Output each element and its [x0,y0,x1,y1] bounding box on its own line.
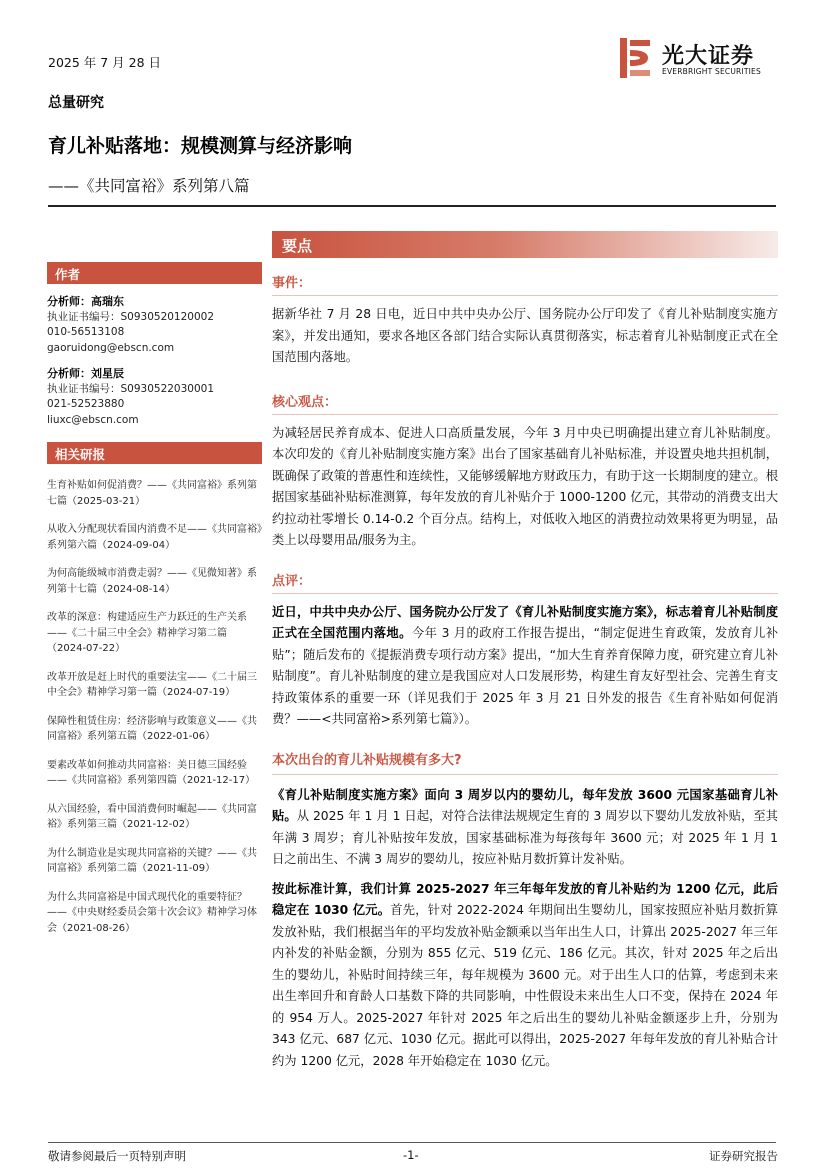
estimate-bold-lead: 按此标准计算，我们计算 2025-2027 年三年每年发放的育儿补贴约为 1200 亿元，此后稳定在 1030 亿元。 [272,881,778,917]
related-reports-header: 相关研报 [47,442,262,464]
footer-report-type: 证券研究报告 [709,1149,778,1163]
report-subtitle: ——《共同富裕》系列第八篇 [48,177,250,195]
analyst-block [47,294,262,356]
analyst-phone: 021-52523880 [47,398,125,410]
logo-english-name: EVERBRIGHT SECURITIES [662,67,761,76]
event-paragraph: 据新华社 7 月 28 日电，近日中共中央办公厅、国务院办公厅印发了《育儿补贴制度实施方案》，并发出通知，要求各地区各部门结合实际认真贯彻落实，标志着育儿补贴制度正式在全国范围内落地。 [272,307,778,364]
analyst-block [47,366,262,428]
comment-bold-lead: 近日，中共中央办公厅、国务院办公厅发了《育儿补贴制度实施方案》，标志着育儿补贴制度正式在全国范围内落地。 [272,604,778,640]
core-view-label: 核心观点： [272,394,338,410]
section-divider [272,414,778,415]
report-title: 育儿补贴落地：规模测算与经济影响 [48,135,353,157]
policy-paragraph [272,785,778,871]
section-divider [272,593,778,594]
policy-bold-lead: 《育儿补贴制度实施方案》面向 3 周岁以内的婴幼儿，每年发放 3600 元国家基础育儿补贴。 [272,787,778,823]
estimate-paragraph [272,879,778,1073]
analyst-cert: 执业证书编号：S0930522030001 [47,382,215,395]
related-report-item[interactable]: 从六国经验，看中国消费何时崛起——《共同富裕》系列第三篇（2021-12-02） [47,803,257,830]
related-report-item[interactable]: 要素改革如何推动共同富裕：美日德三国经验——《共同富裕》系列第四篇（2021-12-17） [47,759,256,786]
report-category: 总量研究 [48,95,104,111]
comment-label: 点评： [272,573,312,589]
related-report-item[interactable]: 生育补贴如何促消费？——《共同富裕》系列第七篇（2025-03-21） [47,480,257,507]
related-report-item[interactable]: 保障性租赁住房：经济影响与政策意义——《共同富裕》系列第五篇（2022-01-06） [47,715,257,742]
main-content [272,231,778,1072]
related-report-item[interactable]: 从收入分配现状看国内消费不足——《共同富裕》系列第六篇（2024-09-04） [47,524,262,551]
related-report-item[interactable]: 改革的深意：构建适应生产力跃迁的生产关系——《二十届三中全会》精神学习第二篇（2024-07-22） [47,612,247,654]
policy-body: 从 2025 年 1 月 1 日起，对符合法律法规规定生育的 3 周岁以下婴幼儿发放补贴，至其年满 3 周岁；育儿补贴按年发放，国家基础标准为每孩每年 3600 元；对 2025 年 1 月 1 日之前出生、不满 3 周岁的婴幼儿，按应补贴月数折算计发补贴。 [272,809,778,866]
footer-disclaimer: 敬请参阅最后一页特别声明 [48,1149,186,1163]
authors-header: 作者 [47,262,262,284]
related-reports-list [47,478,262,936]
analyst-phone: 010-56513108 [47,326,125,338]
analyst-cert: 执业证书编号：S0930520120002 [47,310,215,323]
event-label: 事件： [272,276,312,291]
key-points-banner: 要点 [272,231,778,258]
analyst-name: 分析师：刘星辰 [47,367,124,380]
sidebar [47,262,262,949]
estimate-body: 首先，针对 2022-2024 年期间出生婴幼儿，国家按照应补贴月数折算发放补贴，我们根据当年的平均发放补贴金额乘以当年出生人口，计算出 2025-2027 年三年内补发的补贴金额，分别为 855 亿元、519 亿元、186 亿元。其次，针对 2025 年之后出生的婴幼儿，补贴时间持续三年，每年规模为 3600 元。对于出生人口的估算，考虑到未来出生率回升和育龄人口基数下降的共同影响，中性假设未来出生人口不变，保持在 2024 年的 954 万人。2025-2027 年针对 2025 年之后出生的婴幼儿补贴金额逐步上升，分别为 343 亿元、687 亿元、1030 亿元。据此可以得出，2025-2027 年每年发放的育儿补贴合计约为 1200 亿元，2028 年开始稳定在 1030 亿元。 [272,903,778,1068]
report-date: 2025 年 7 月 28 日 [48,55,162,70]
footer-divider [48,1142,776,1143]
section-question-heading: 本次出台的育儿补贴规模有多大? [272,752,462,768]
analyst-email[interactable]: gaoruidong@ebscn.com [47,341,175,354]
everbright-logo [618,38,778,78]
core-view-paragraph: 为减轻居民养育成本、促进人口高质量发展，今年 3 月中央已明确提出建立育儿补贴制度。本次印发的《育儿补贴制度实施方案》出台了国家基础育儿补贴标准，并设置央地共担机制，既确保了政策的普惠性和连续性，又能够缓解地方财政压力，有助于这一长期制度的建立。根据国家基础补贴标准测算，每年发放的育儿补贴介于 1000-1200 亿元，其带动的消费支出大约拉动社零增长 0.14-0.2 个百分点。结构上，对低收入地区的消费拉动效果将更为明显，品类上以母婴用品/服务为主。 [272,425,778,547]
related-report-item[interactable]: 为什么共同富裕是中国式现代化的重要特征？——《中央财经委员会第十次会议》精神学习体会（2021-08-26） [47,891,257,934]
comment-paragraph [272,602,778,731]
section-divider [272,774,778,775]
page-number: -1- [403,1148,419,1162]
related-report-item[interactable]: 为何高能级城市消费走弱？——《见微知著》系列第十七篇（2024-08-14） [47,568,257,595]
comment-body: 今年 3 月的政府工作报告提出，“制定促进生育政策，发放育儿补贴”；随后发布的《提振消费专项行动方案》提出，“加大生育养育保障力度，研究建立育儿补贴制度”。育儿补贴制度的建立是我国应对人口发展形势，构建生育友好型社会、完善生育支持政策体系的重要一环（详见我们于 2025 年 3 月 21 日外发的报告《生育补贴如何促消费？——<共同富裕>系列第七篇》）。 [272,626,778,726]
related-report-item[interactable]: 为什么制造业是实现共同富裕的关键？——《共同富裕》系列第二篇（2021-11-09） [47,847,257,874]
title-divider [48,205,776,207]
logo-chinese-name: 光大证券 [662,44,755,69]
analyst-email[interactable]: liuxc@ebscn.com [47,413,139,426]
section-divider [272,295,778,296]
related-report-item[interactable]: 改革开放是赶上时代的重要法宝——《二十届三中全会》精神学习第一篇（2024-07-19） [47,671,257,698]
everbright-logo-icon [618,38,654,78]
analyst-name: 分析师：高瑞东 [47,295,124,308]
